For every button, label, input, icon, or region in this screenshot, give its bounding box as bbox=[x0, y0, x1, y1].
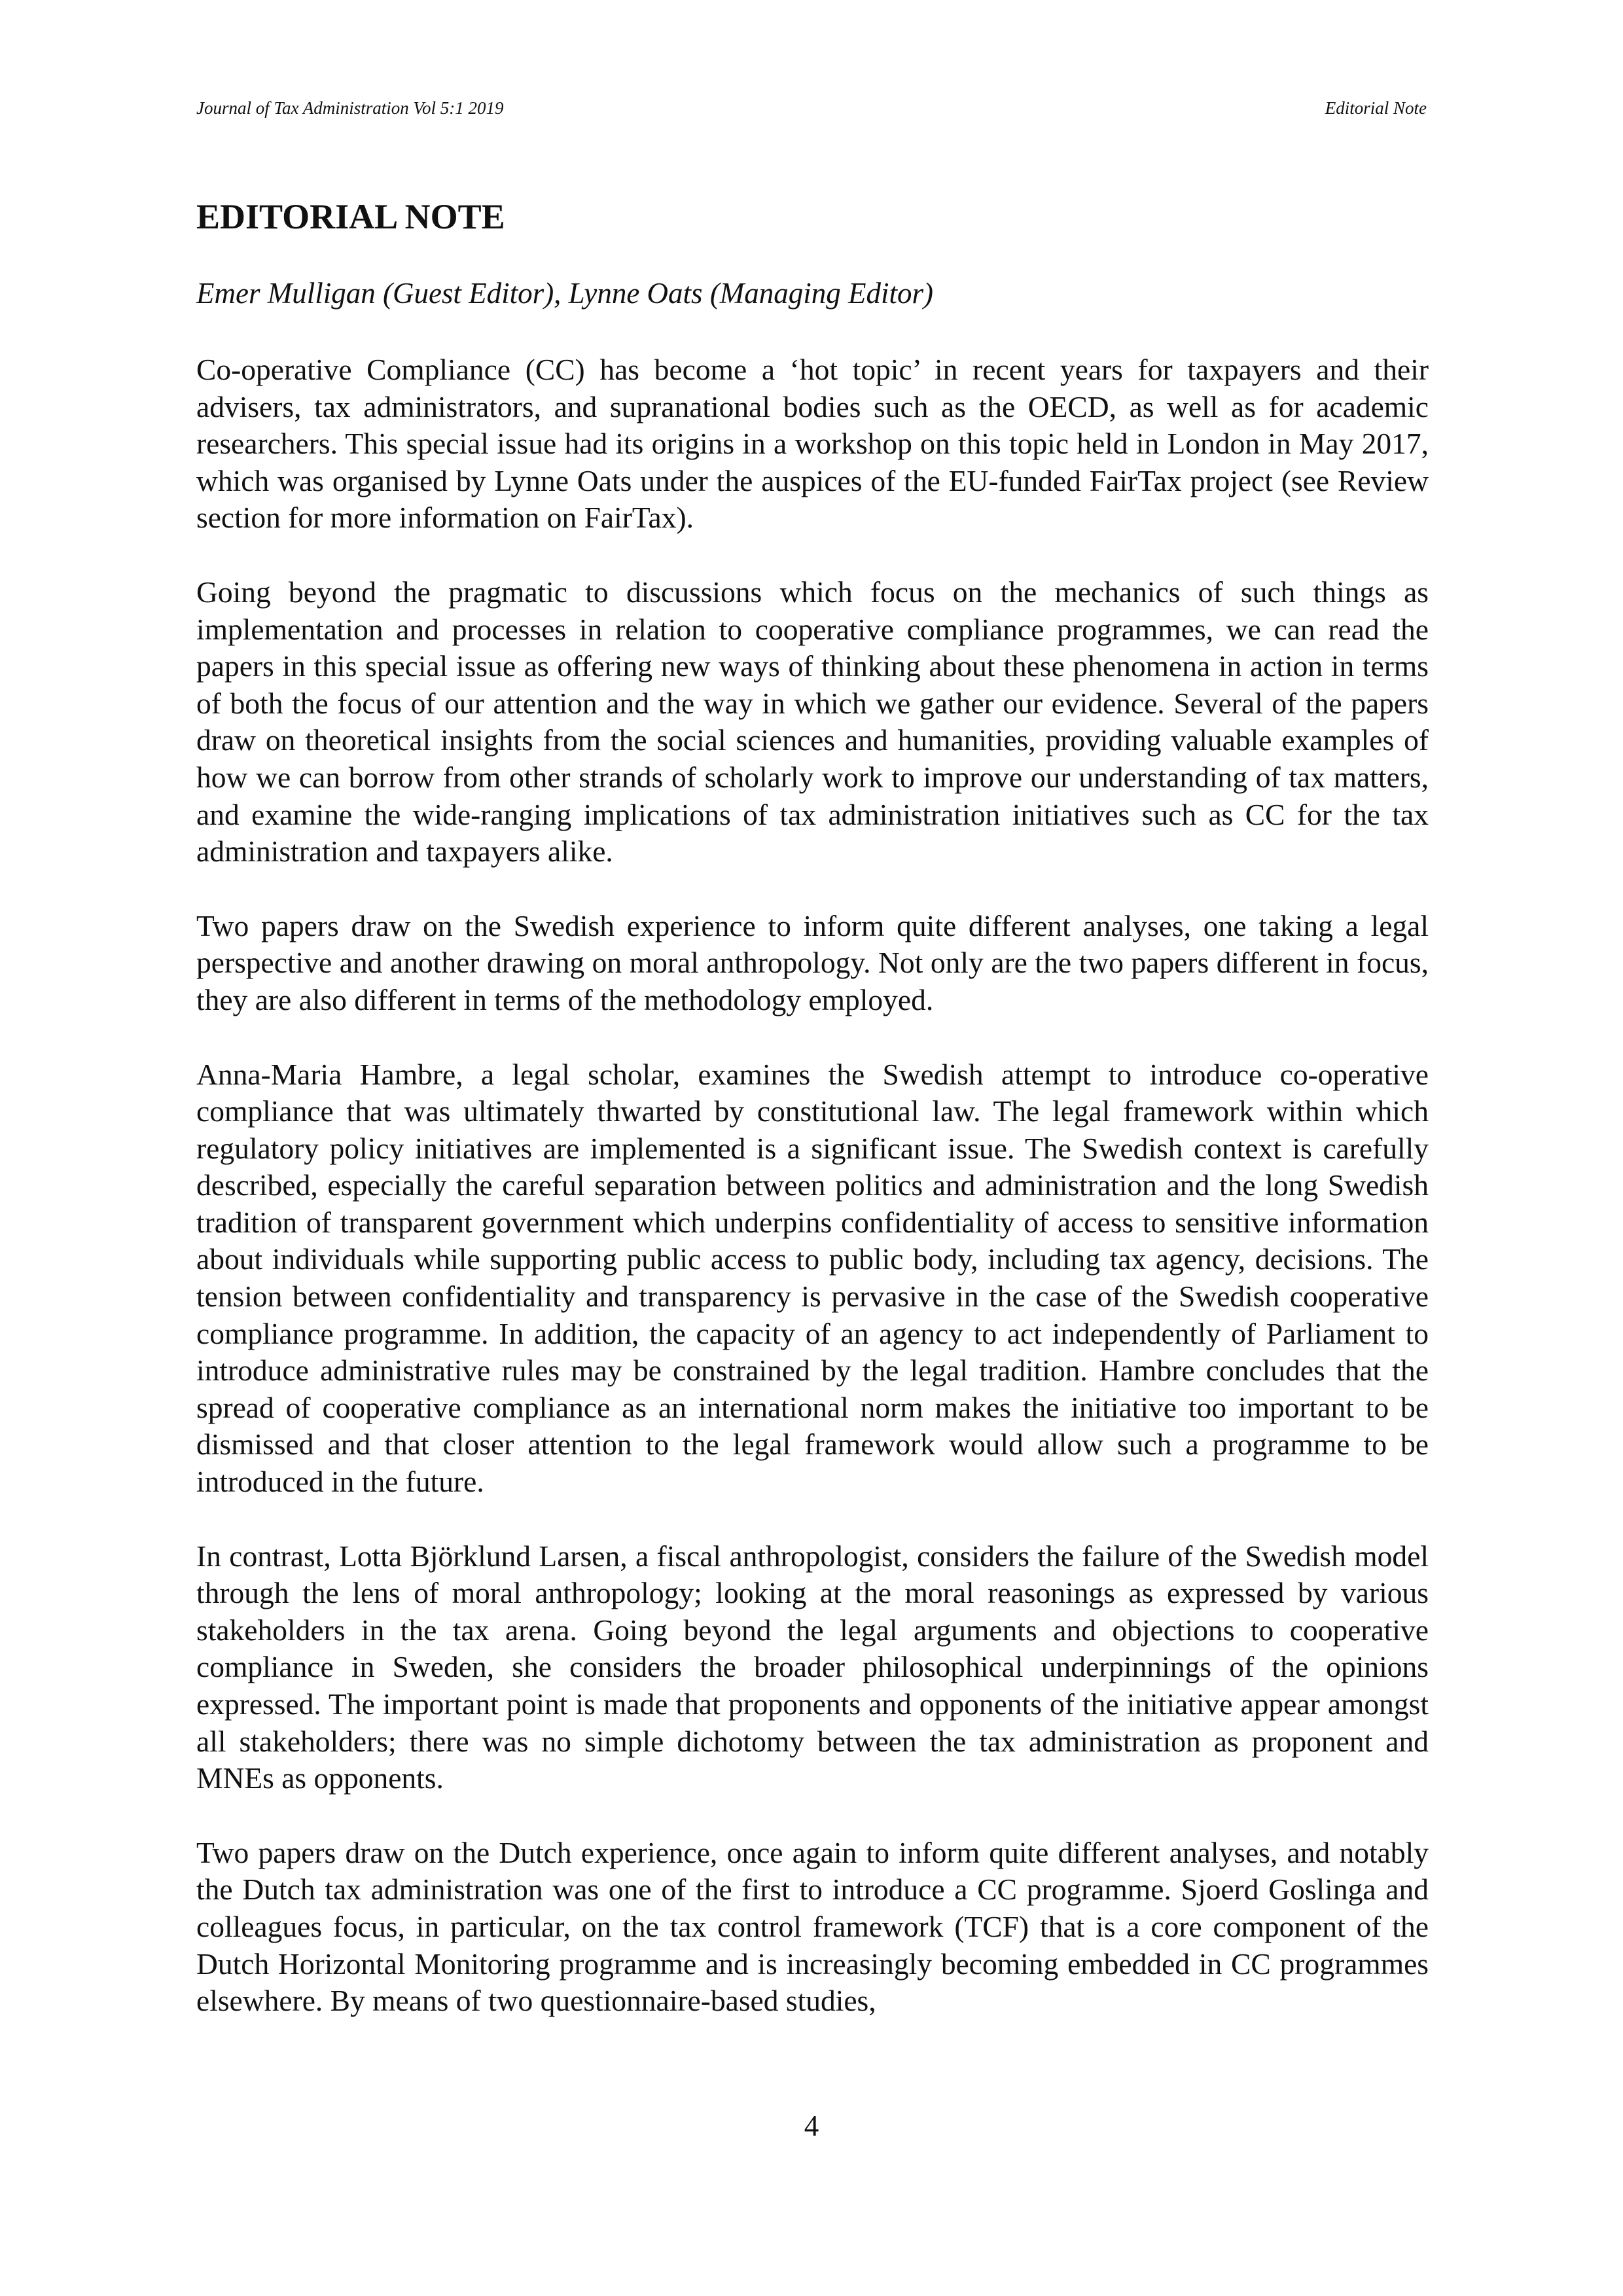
paragraph: Co-operative Compliance (CC) has become a ‘hot topic’ in recent years for taxpayers and their advisers, tax administrators, and supranational bodies such as the OECD, as well as for academic researchers. This special issue had its origins in a workshop on this topic held in London in May 2017, which was organised by Lynne Oats under the auspices of the EU-funded FairTax project (see Review section for more information on FairTax). bbox=[196, 353, 1429, 535]
paragraph: Anna-Maria Hambre, a legal scholar, examines the Swedish attempt to introduce co-operative compliance that was ultimately thwarted by constitutional law. The legal framework within which regulatory policy initiatives are implemented is a significant issue. The Swedish context is carefully described, especially the careful separation between politics and administration and the long Swedish tradition of transparent government which underpins confidentiality of access to sensitive information about individuals while supporting public access to public body, including tax agency, decisions. The tension between confidentiality and transparency is pervasive in the case of the Swedish cooperative compliance programme. In addition, the capacity of an agency to act independently of Parliament to introduce administrative rules may be constrained by the legal tradition. Hambre concludes that the spread of cooperative compliance as an international norm makes the initiative too important to be dismissed and that closer attention to the legal framework would allow such a programme to be introduced in the future. bbox=[196, 1057, 1429, 1499]
article-title: EDITORIAL NOTE bbox=[196, 197, 505, 236]
paragraph: In contrast, Lotta Björklund Larsen, a fiscal anthropologist, considers the failure of the Swedish model through the lens of moral anthropology; looking at the moral reasonings as expressed by various stakeholders in the tax arena. Going beyond the legal arguments and objections to cooperative compliance in Sweden, she considers the broader philosophical underpinnings of the opinions expressed. The important point is made that proponents and opponents of the initiative appear amongst all stakeholders; there was no simple dichotomy between the tax administration as proponent and MNEs as opponents. bbox=[196, 1539, 1429, 1795]
section-name: Editorial Note bbox=[1325, 98, 1427, 118]
page-number: 4 bbox=[804, 2109, 819, 2142]
author-line: Emer Mulligan (Guest Editor), Lynne Oats (Managing Editor) bbox=[196, 277, 934, 310]
article-body bbox=[196, 351, 1429, 2057]
paragraph: Two papers draw on the Swedish experience to inform quite different analyses, one taking a legal perspective and another drawing on moral anthropology. Not only are the two papers different in focus, they are also different in terms of the methodology employed. bbox=[196, 908, 1429, 1016]
running-header bbox=[196, 97, 1427, 119]
journal-citation: Journal of Tax Administration Vol 5:1 2019 bbox=[196, 98, 504, 118]
paragraph: Going beyond the pragmatic to discussions which focus on the mechanics of such things as implementation and processes in relation to cooperative compliance programmes, we can read the papers in this special issue as offering new ways of thinking about these phenomena in action in terms of both the focus of our attention and the way in which we gather our evidence. Several of the papers draw on theoretical insights from the social sciences and humanities, providing valuable examples of how we can borrow from other strands of scholarly work to improve our understanding of tax matters, and examine the wide-ranging implications of tax administration initiatives such as CC for the tax administration and taxpayers alike. bbox=[196, 575, 1429, 869]
paragraph: Two papers draw on the Dutch experience, once again to inform quite different analyses, and notably the Dutch tax administration was one of the first to introduce a CC programme. Sjoerd Goslinga and colleagues focus, in particular, on the tax control framework (TCF) that is a core component of the Dutch Horizontal Monitoring programme and is increasingly becoming embedded in CC programmes elsewhere. By means of two questionnaire-based studies, bbox=[196, 1835, 1429, 2018]
